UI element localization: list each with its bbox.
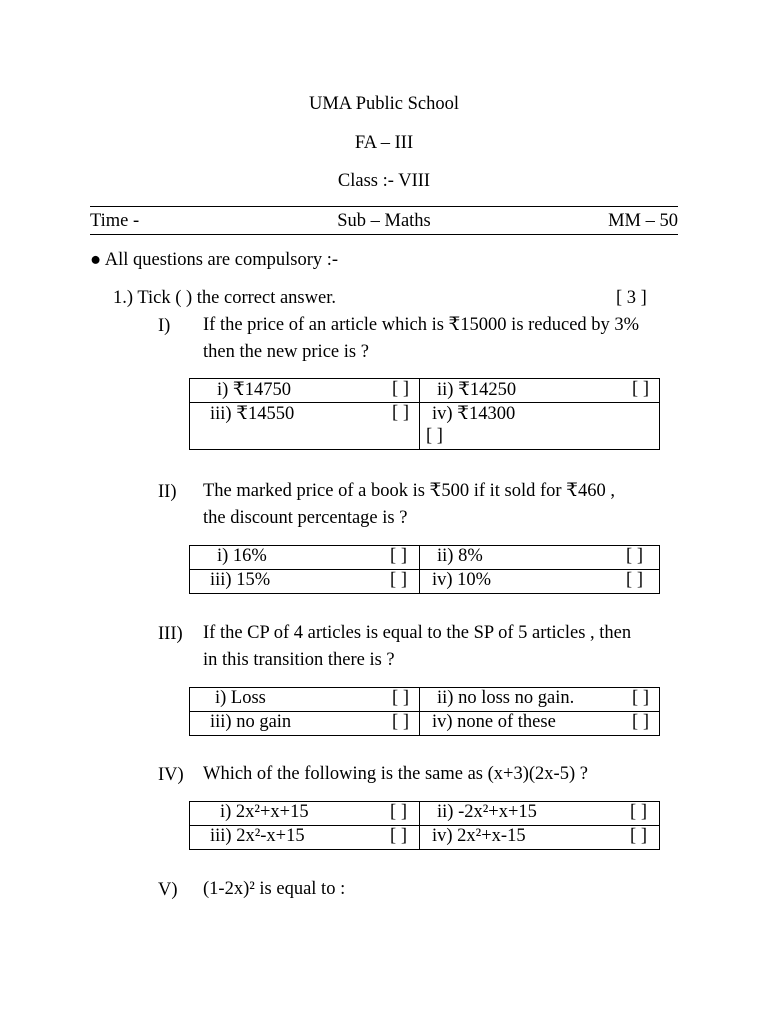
question-line: Which of the following is the same as (x+3)(2x-5) ?	[203, 764, 588, 784]
tick-box[interactable]: [ ]	[626, 570, 643, 590]
options-table	[189, 545, 660, 594]
tick-box[interactable]: [ ]	[632, 688, 649, 708]
section-1-title: 1.) Tick ( ) the correct answer.	[113, 288, 336, 308]
options-table	[189, 378, 660, 450]
tick-box[interactable]: [ ]	[390, 826, 407, 846]
question-line: The marked price of a book is ₹500 if it sold for ₹460 ,	[203, 481, 615, 501]
options-table	[189, 687, 660, 736]
header-top-rule	[90, 206, 678, 207]
question-number: II)	[158, 482, 177, 502]
tick-box[interactable]: [ ]	[390, 802, 407, 822]
question-text	[203, 312, 683, 366]
exam-title: FA – III	[354, 133, 414, 153]
option-label: ii) no loss no gain.	[437, 688, 575, 708]
option-label: i) Loss	[215, 688, 266, 708]
question-text	[203, 876, 683, 903]
option-label: ii) ₹14250	[437, 380, 517, 400]
option-label: i) 16%	[217, 546, 267, 566]
tick-box[interactable]: [ ]	[426, 426, 443, 446]
question-line: If the price of an article which is ₹15000 is reduced by 3%	[203, 315, 640, 335]
question-number: V)	[158, 880, 178, 900]
tick-box[interactable]: [ ]	[392, 712, 409, 732]
tick-box[interactable]: [ ]	[392, 379, 409, 399]
time-label: Time -	[90, 211, 140, 231]
option-label: i) ₹14750	[217, 380, 291, 400]
question-number: IV)	[158, 765, 184, 785]
option-label: iii) 2x²-x+15	[210, 826, 305, 846]
section-1-marks: [ 3 ]	[616, 288, 647, 308]
question-line: then the new price is ?	[203, 342, 369, 362]
option-label: ii) 8%	[437, 546, 483, 566]
instruction-text: ● All questions are compulsory :-	[90, 250, 339, 270]
question-line: If the CP of 4 articles is equal to the SP of 5 articles , then	[203, 623, 632, 643]
tick-box[interactable]: [ ]	[632, 379, 649, 399]
option-label: iv) 2x²+x-15	[432, 826, 526, 846]
question-text	[203, 761, 683, 788]
class-label: Class :- VIII	[337, 171, 431, 191]
tick-box[interactable]: [ ]	[632, 712, 649, 732]
header-bottom-rule	[90, 234, 678, 235]
school-name: UMA Public School	[308, 94, 460, 114]
option-label: iv) none of these	[432, 712, 556, 732]
question-text	[203, 620, 683, 674]
tick-box[interactable]: [ ]	[390, 570, 407, 590]
tick-box[interactable]: [ ]	[390, 546, 407, 566]
option-label: iii) 15%	[210, 570, 271, 590]
option-label: iii) ₹14550	[210, 404, 295, 424]
option-label: ii) -2x²+x+15	[437, 802, 537, 822]
option-label: iv) ₹14300	[432, 404, 516, 424]
tick-box[interactable]: [ ]	[630, 802, 647, 822]
max-marks-label: MM – 50	[608, 211, 678, 231]
tick-box[interactable]: [ ]	[392, 688, 409, 708]
question-number: III)	[158, 624, 183, 644]
options-table	[189, 801, 660, 850]
tick-box[interactable]: [ ]	[630, 826, 647, 846]
option-label: iv) 10%	[432, 570, 492, 590]
question-line: (1-2x)² is equal to :	[203, 879, 346, 899]
question-text	[203, 478, 683, 532]
option-label: iii) no gain	[210, 712, 292, 732]
tick-box[interactable]: [ ]	[626, 546, 643, 566]
subject-label: Sub – Maths	[337, 211, 431, 231]
question-line: in this transition there is ?	[203, 650, 395, 670]
question-line: the discount percentage is ?	[203, 508, 408, 528]
option-label: i) 2x²+x+15	[220, 802, 309, 822]
question-number: I)	[158, 316, 171, 336]
tick-box[interactable]: [ ]	[392, 403, 409, 423]
